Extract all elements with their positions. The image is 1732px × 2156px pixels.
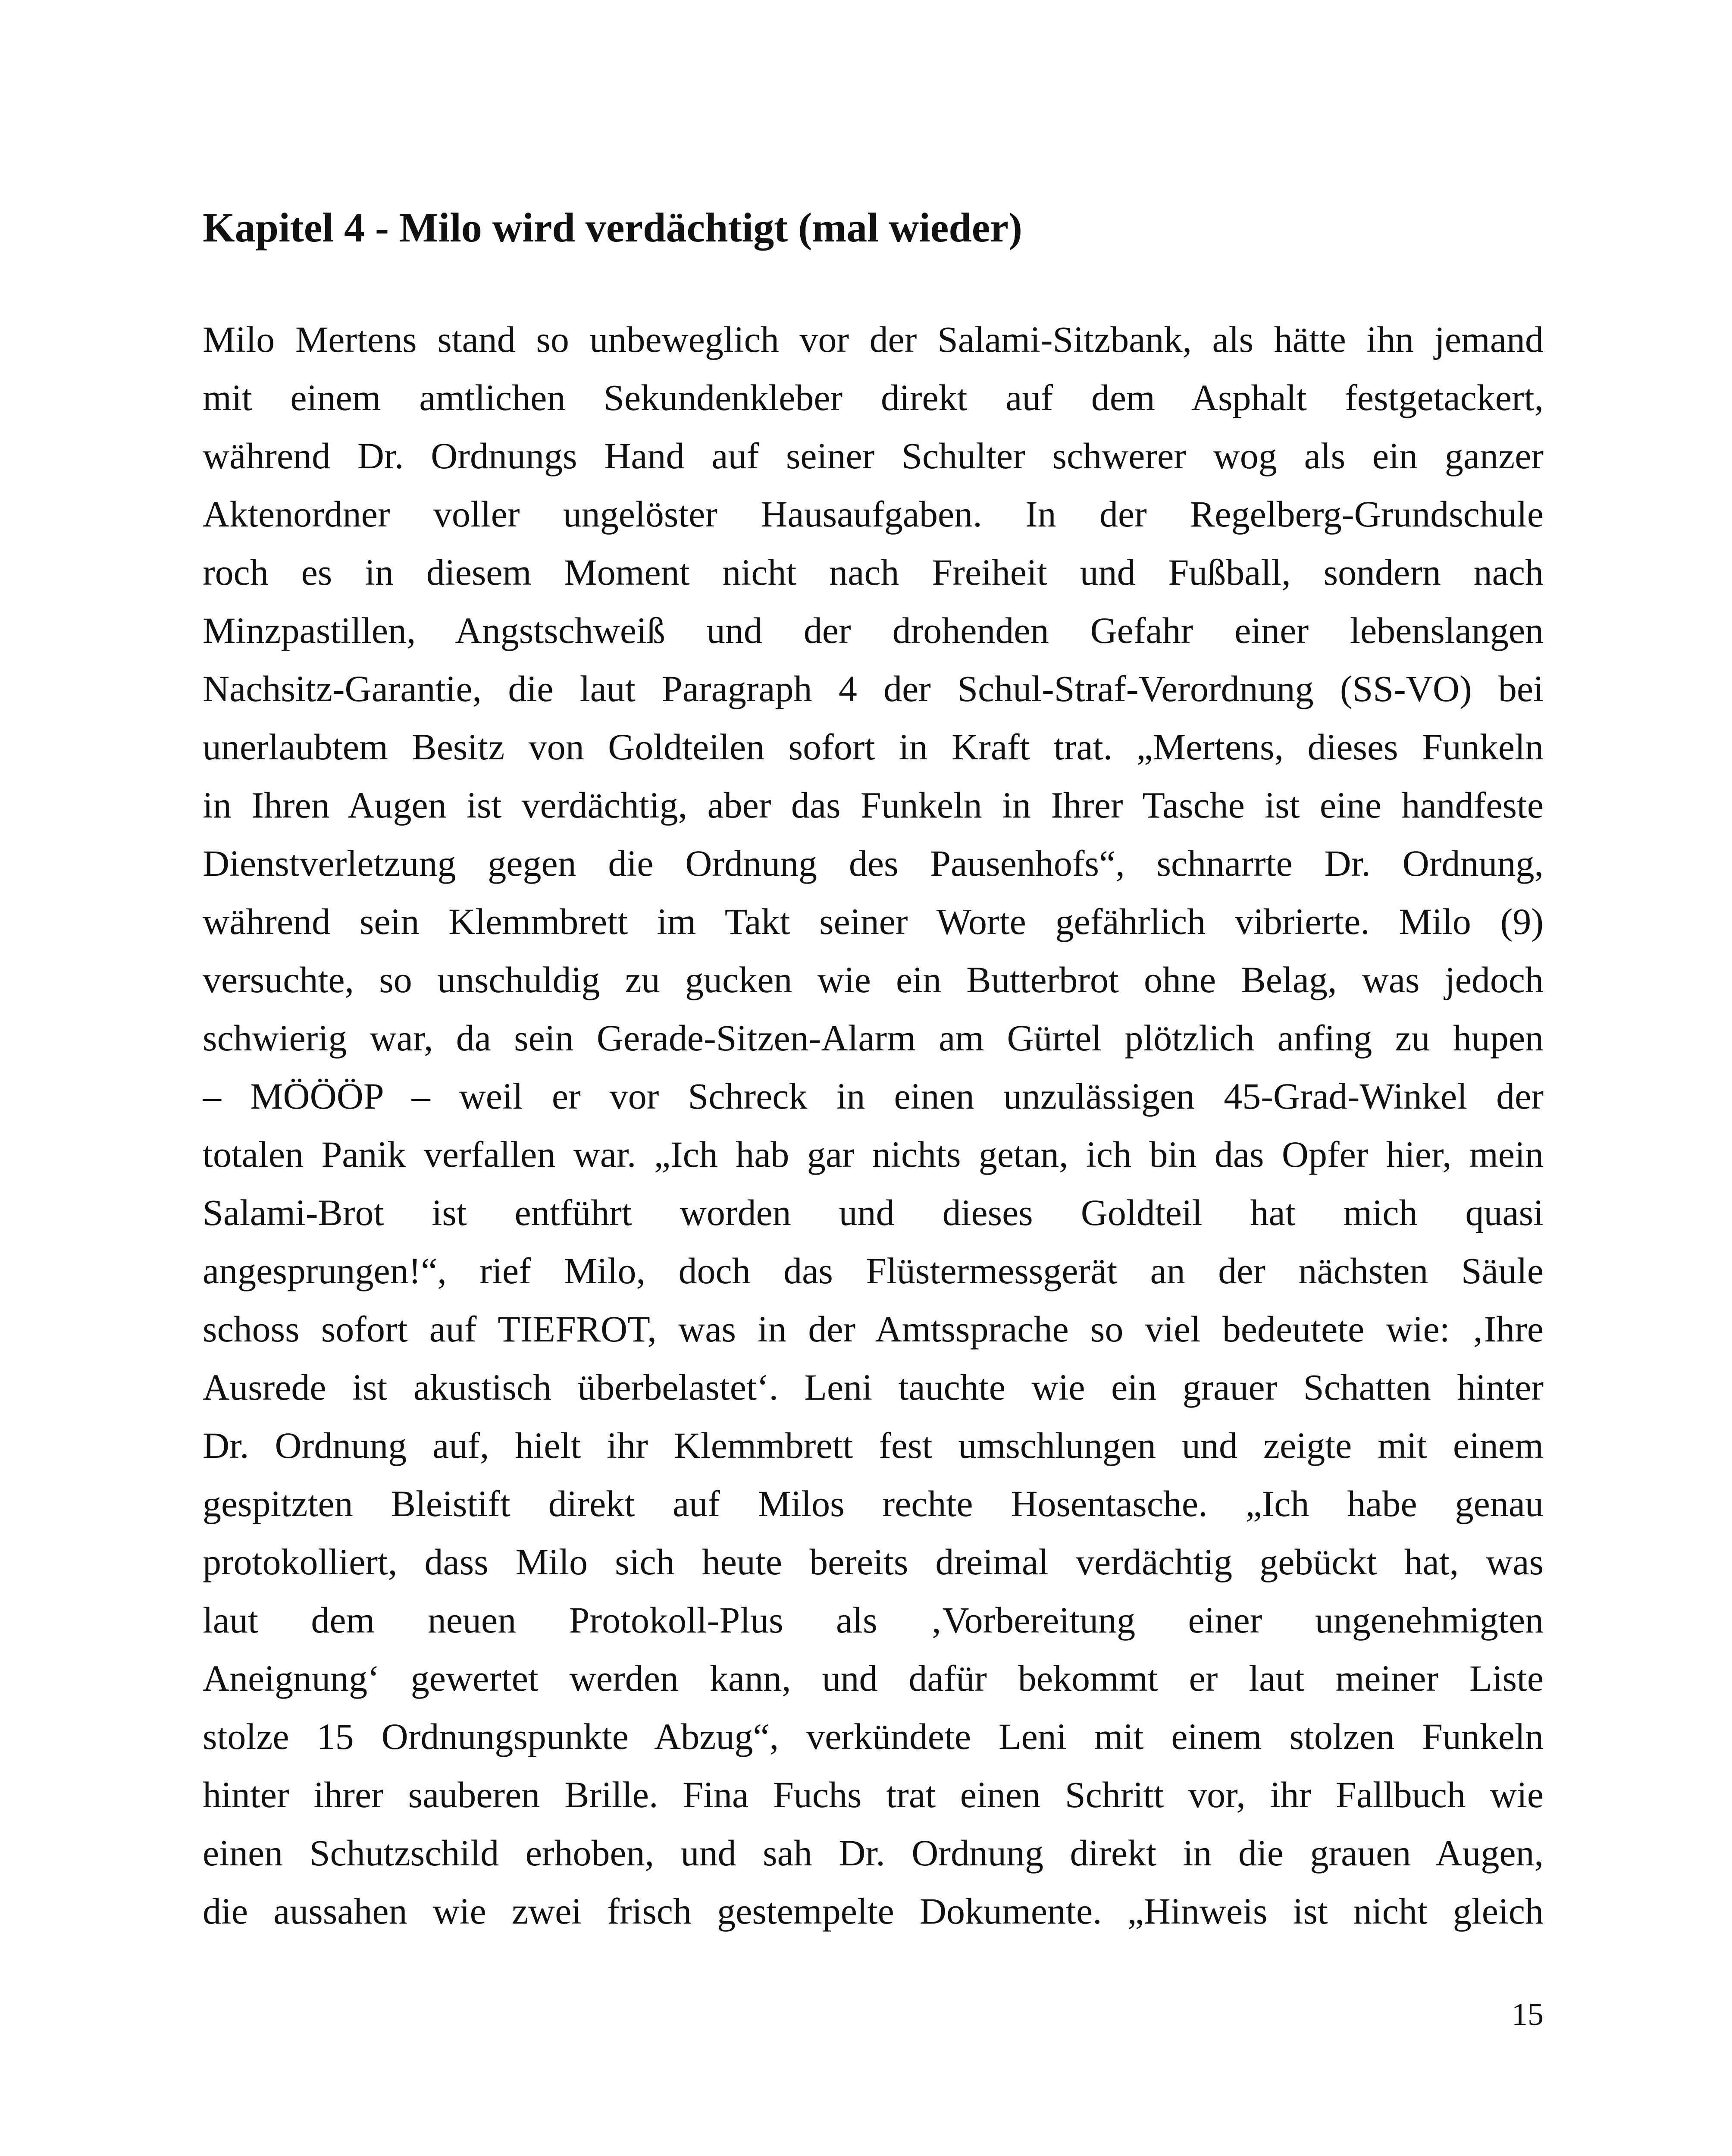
body-line: unerlaubtem Besitz von Goldteilen sofort in Kraft trat. „Mertens, dieses Funkeln: [203, 726, 1544, 768]
body-line: Milo Mertens stand so unbeweglich vor der Salami-Sitzbank, als hätte ihn jemand: [203, 319, 1544, 360]
body-line: mit einem amtlichen Sekundenkleber direkt auf dem Asphalt festgetackert,: [203, 377, 1544, 418]
body-line: Dienstverletzung gegen die Ordnung des Pausenhofs“, schnarrte Dr. Ordnung,: [203, 843, 1544, 884]
body-line: Nachsitz-Garantie, die laut Paragraph 4 der Schul-Straf-Verordnung (SS-VO) bei: [203, 668, 1544, 709]
body-line: während Dr. Ordnungs Hand auf seiner Schulter schwerer wog als ein ganzer: [203, 435, 1544, 476]
body-line: – MÖÖÖP – weil er vor Schreck in einen unzulässigen 45-Grad-Winkel der: [203, 1075, 1544, 1117]
body-line: protokolliert, dass Milo sich heute bereits dreimal verdächtig gebückt hat, was: [203, 1541, 1544, 1583]
body-line: hinter ihrer sauberen Brille. Fina Fuchs trat einen Schritt vor, ihr Fallbuch wie: [203, 1774, 1544, 1815]
body-line: Minzpastillen, Angstschweiß und der drohenden Gefahr einer lebenslangen: [203, 610, 1544, 651]
body-line: Ausrede ist akustisch überbelastet‘. Leni tauchte wie ein grauer Schatten hinter: [203, 1366, 1544, 1408]
body-line: laut dem neuen Protokoll-Plus als ‚Vorbereitung einer ungenehmigten: [203, 1599, 1544, 1641]
body-line: schwierig war, da sein Gerade-Sitzen-Alarm am Gürtel plötzlich anfing zu hupen: [203, 1017, 1544, 1059]
body-line: Dr. Ordnung auf, hielt ihr Klemmbrett fest umschlungen und zeigte mit einem: [203, 1425, 1544, 1466]
body-line: in Ihren Augen ist verdächtig, aber das Funkeln in Ihrer Tasche ist eine handfeste: [203, 784, 1544, 826]
body-line: schoss sofort auf TIEFROT, was in der Amtssprache so viel bedeutete wie: ‚Ihre: [203, 1308, 1544, 1350]
body-line: einen Schutzschild erhoben, und sah Dr. Ordnung direkt in die grauen Augen,: [203, 1832, 1544, 1874]
body-line: totalen Panik verfallen war. „Ich hab gar nichts getan, ich bin das Opfer hier, mein: [203, 1134, 1544, 1175]
body-line: gespitzten Bleistift direkt auf Milos rechte Hosentasche. „Ich habe genau: [203, 1483, 1544, 1524]
chapter-body-text: [203, 310, 1544, 1940]
body-line: versuchte, so unschuldig zu gucken wie ein Butterbrot ohne Belag, was jedoch: [203, 959, 1544, 1000]
chapter-title: Kapitel 4 - Milo wird verdächtigt (mal wieder): [203, 204, 1022, 251]
body-line: während sein Klemmbrett im Takt seiner Worte gefährlich vibrierte. Milo (9): [203, 901, 1544, 942]
body-line: roch es in diesem Moment nicht nach Freiheit und Fußball, sondern nach: [203, 552, 1544, 593]
body-line: Salami-Brot ist entführt worden und dieses Goldteil hat mich quasi: [203, 1192, 1544, 1233]
body-line: stolze 15 Ordnungspunkte Abzug“, verkündete Leni mit einem stolzen Funkeln: [203, 1716, 1544, 1757]
body-line: Aneignung‘ gewertet werden kann, und dafür bekommt er laut meiner Liste: [203, 1658, 1544, 1699]
body-line: die aussahen wie zwei frisch gestempelte Dokumente. „Hinweis ist nicht gleich: [203, 1890, 1544, 1932]
body-line: angesprungen!“, rief Milo, doch das Flüstermessgerät an der nächsten Säule: [203, 1250, 1544, 1291]
page-number: 15: [1512, 1997, 1544, 2032]
body-line: Aktenordner voller ungelöster Hausaufgaben. In der Regelberg-Grundschule: [203, 493, 1544, 535]
